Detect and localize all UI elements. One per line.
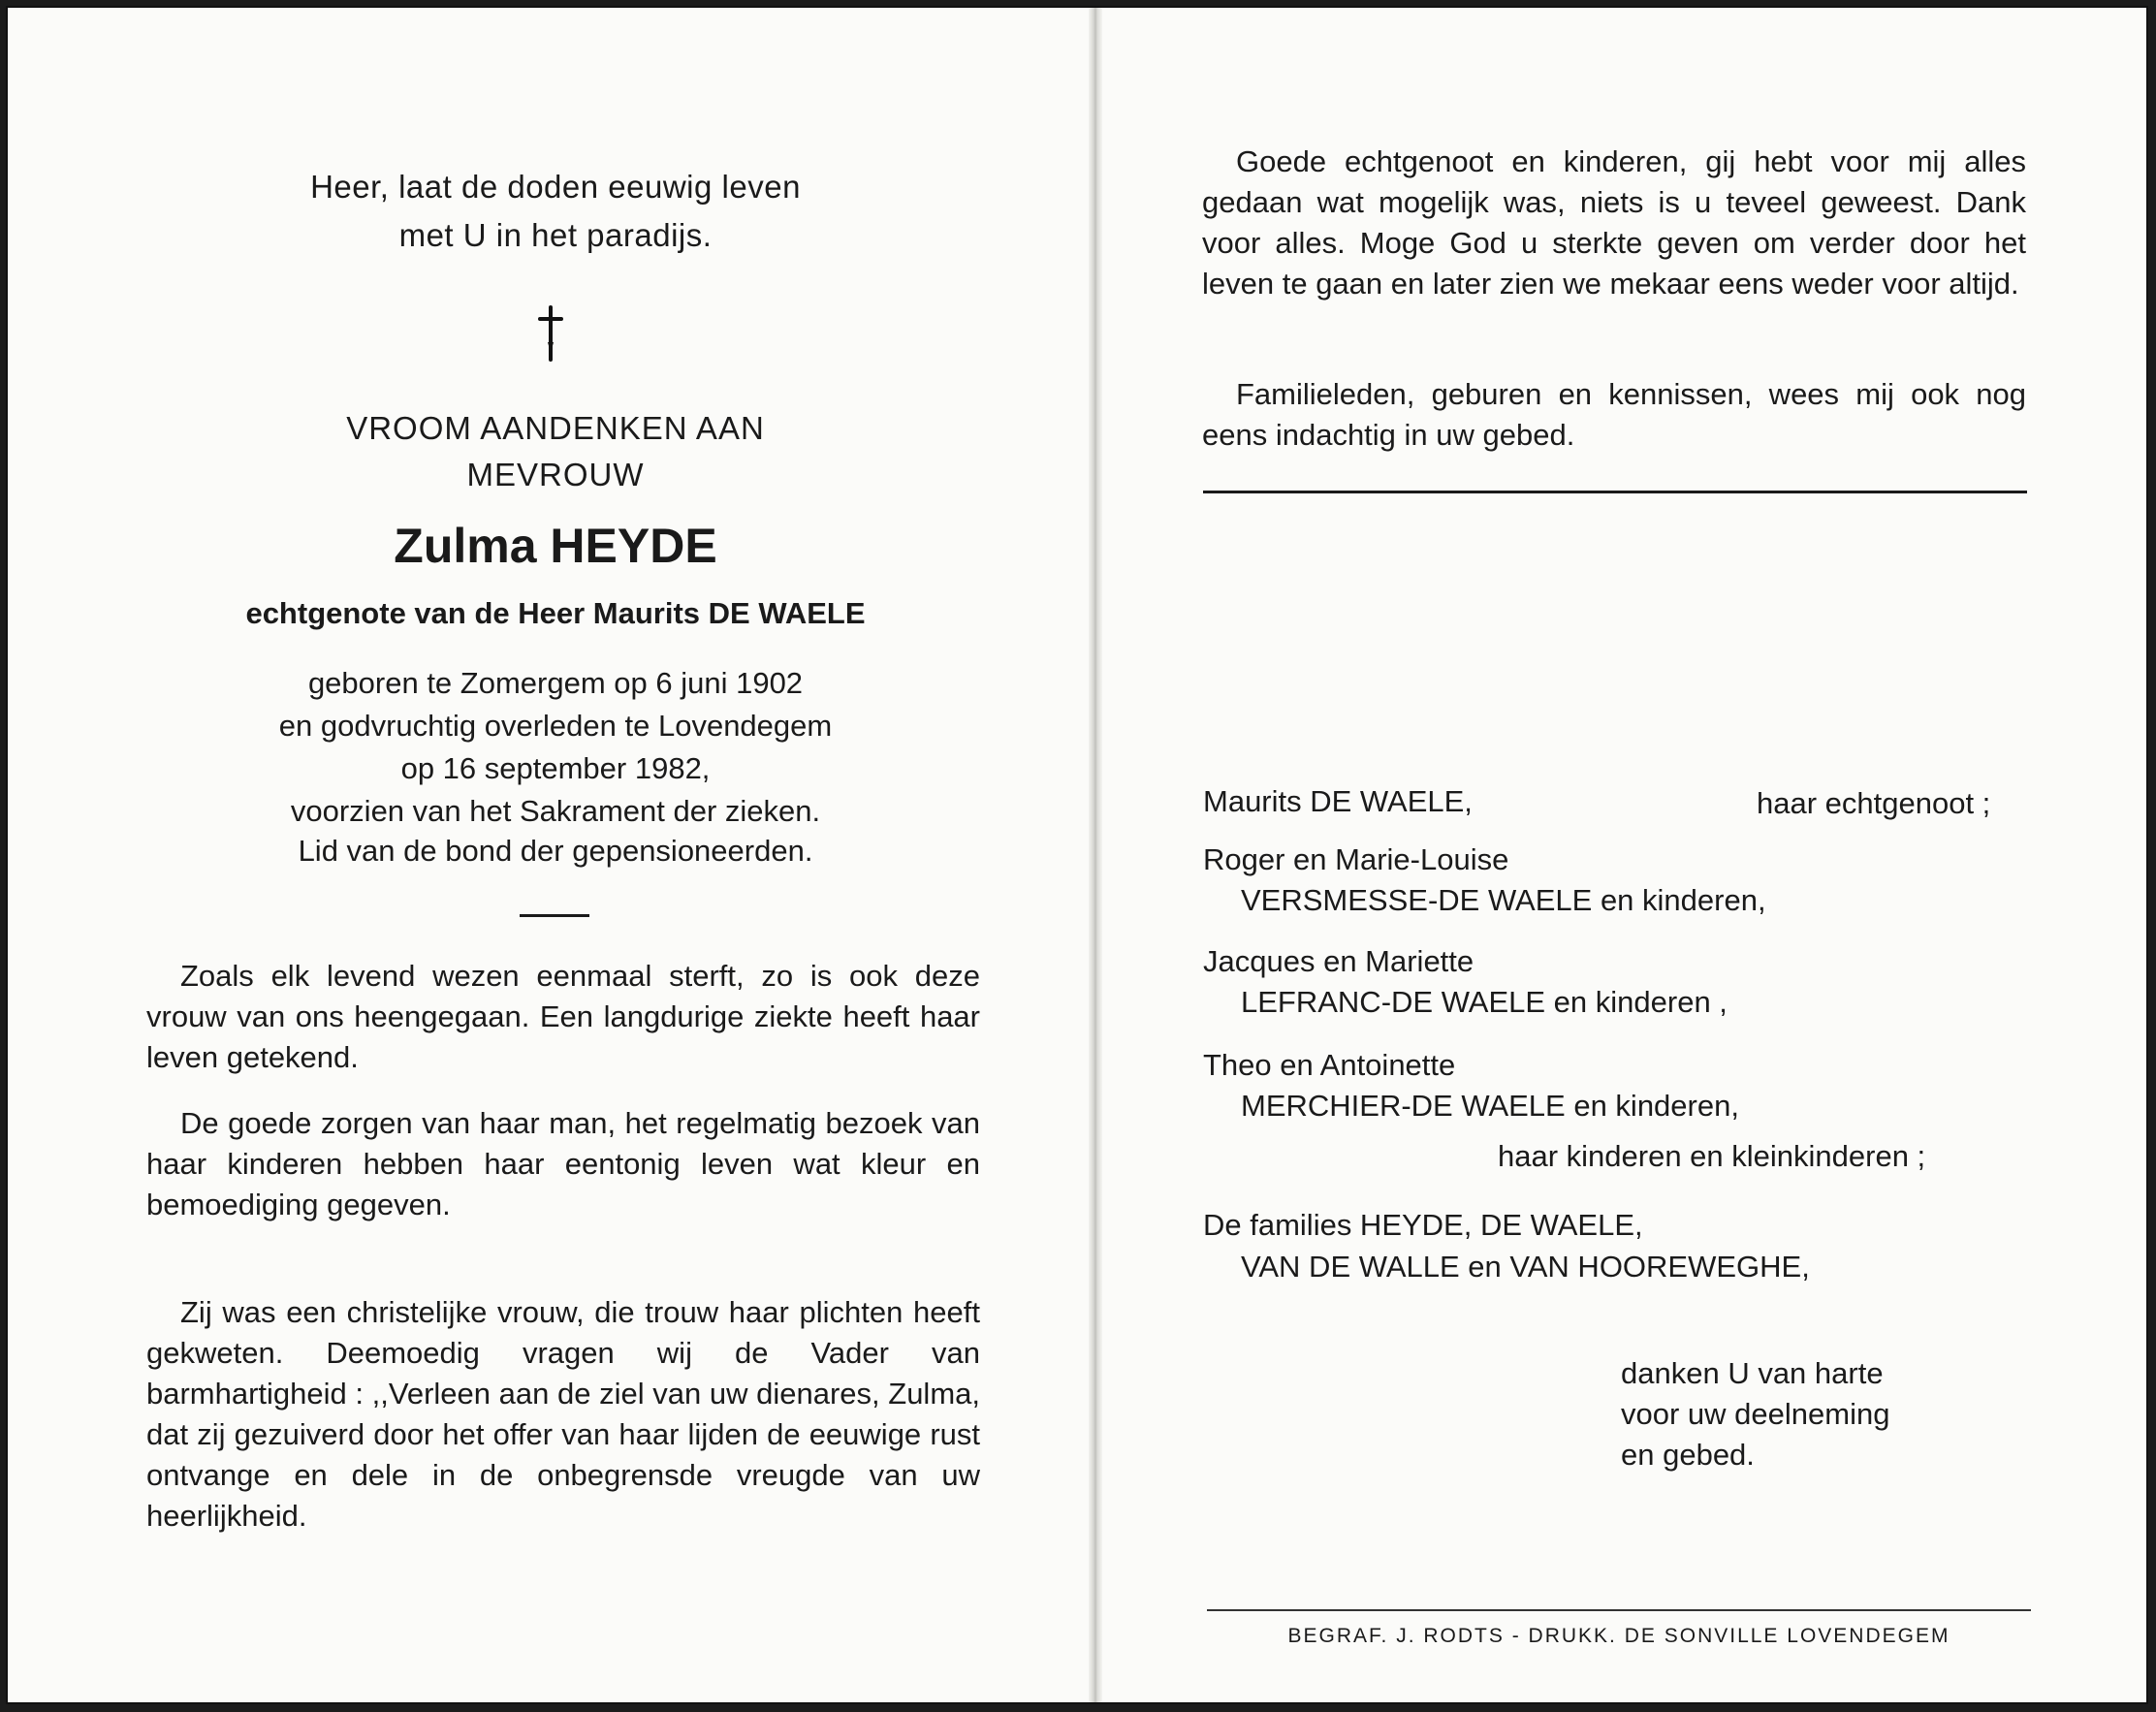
right-page (1102, 8, 2148, 1702)
life-dates (124, 662, 987, 833)
footer-divider (1207, 1609, 2031, 1611)
child1-family: VERSMESSE-DE WAELE en kinderen, (1241, 883, 1766, 917)
thanks-line-3: en gebed. (1621, 1438, 1755, 1472)
deceased-name: Zulma HEYDE (394, 519, 717, 573)
left-paragraph-3: Zij was een christelijke vrouw, die trouw haar plichten heeft gekweten. Deemoedig vragen wij de Vader van barmhartigheid : ,,Verleen aan de ziel van uw dienares, Zulma, dat zij gezuiverd door het offer van haar lijden de eeuwige rust ontvange en dele in de onbegrensde vreugde van uw heerlijkheid. (146, 1295, 980, 1533)
prayer-line-2: met U in het paradijs. (398, 217, 713, 253)
opening-prayer (124, 163, 987, 260)
prayer-line-1: Heer, laat de doden eeuwig leven (310, 169, 801, 205)
thanks-line-2: voor uw deelneming (1621, 1397, 1890, 1431)
thanks-block (1621, 1353, 1889, 1475)
memorial-heading (124, 405, 987, 498)
spouse-line: echtgenote van de Heer Maurits DE WAELE (245, 596, 866, 630)
right-paragraph-2: Familieleden, geburen en kennissen, wees mij ook nog eens indachtig in uw gebed. (1202, 377, 2026, 452)
thanks-line-1: danken U van harte (1621, 1356, 1884, 1390)
section-divider (520, 914, 589, 917)
membership-line: Lid van de bond der gepensioneerden. (298, 834, 813, 868)
child3-names: Theo en Antoinette (1203, 1048, 1456, 1082)
card-fold (1089, 8, 1102, 1702)
child1-names: Roger en Marie-Louise (1203, 842, 1509, 876)
heading-line-2: MEVROUW (466, 457, 645, 492)
child2-names: Jacques en Mariette (1203, 944, 1474, 978)
child2-family: LEFRANC-DE WAELE en kinderen , (1241, 985, 1728, 1019)
cross-icon (531, 303, 570, 362)
left-paragraph-1: Zoals elk levend wezen eenmaal sterft, zo is ook deze vrouw van ons heengegaan. Een langdurige ziekte heeft haar leven getekend. (146, 959, 980, 1074)
memorial-card (6, 6, 2148, 1704)
dates-line-4: voorzien van het Sakrament der zieken. (290, 794, 821, 828)
dates-line-2: en godvruchtig overleden te Lovendegem (278, 709, 833, 743)
left-paragraph-2: De goede zorgen van haar man, het regelmatig bezoek van haar kinderen hebben haar eentonig leven wat kleur en bemoediging gegeven. (146, 1106, 980, 1221)
husband-relation: haar echtgenoot ; (1757, 786, 1991, 820)
children-relation: haar kinderen en kleinkinderen ; (1498, 1139, 1926, 1173)
heading-line-1: VROOM AANDENKEN AAN (346, 410, 765, 446)
left-page (8, 8, 1089, 1702)
section-divider-long (1203, 491, 2027, 493)
printer-credit: BEGRAF. J. RODTS - DRUKK. DE SONVILLE LOVENDEGEM (1287, 1625, 1950, 1647)
dates-line-3: op 16 september 1982, (400, 751, 711, 785)
dates-line-1: geboren te Zomergem op 6 juni 1902 (307, 666, 804, 700)
right-paragraph-1: Goede echtgenoot en kinderen, gij hebt voor mij alles gedaan wat mogelijk was, niets is u teveel geweest. Dank voor alles. Moge God u sterkte geven om verder door het leven te gaan en later zien we mekaar eens weder voor altijd. (1202, 144, 2026, 301)
families-line-2: VAN DE WALLE en VAN HOOREWEGHE, (1241, 1250, 1810, 1284)
husband-name: Maurits DE WAELE, (1203, 784, 1473, 818)
families-line-1: De families HEYDE, DE WAELE, (1203, 1208, 1643, 1242)
child3-family: MERCHIER-DE WAELE en kinderen, (1241, 1089, 1739, 1123)
